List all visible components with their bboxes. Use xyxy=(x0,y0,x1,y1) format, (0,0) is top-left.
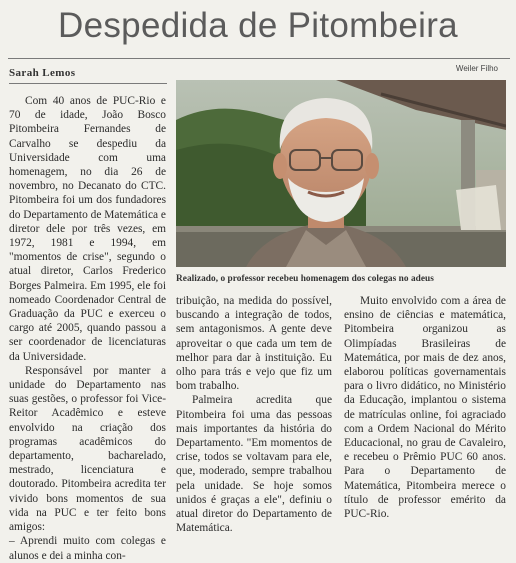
paragraph: Responsável por manter a unidade do Departamento nas suas gestões, o professor foi Vice-Reitor Acadêmico e esteve envolvido na criação dos programas acadêmicos do departamento, bacharelado, mestrado, licenciatura e doutorado. Pitombeira acredita ter vivido bons momentos de sua vida na PUC e ter feito bons amigos: xyxy=(9,364,166,534)
photo-caption: Realizado, o professor recebeu homenagem dos colegas no adeus xyxy=(176,274,434,284)
byline-rule xyxy=(9,83,167,84)
paragraph: Com 40 anos de PUC-Rio e 70 de idade, João Bosco Pitombeira Fernandes de Carvalho se despediu da Universidade com uma homenagem, no dia 26 de novembro, no Decanato do CTC. Pitombeira foi um dos fundadores do Departamento de Matemática e diretor dele por três vezes, em 1972, 1981 e 1994, em "momentos de crise", segundo o atual diretor, Carlos Frederico Borges Palmeira. Em 1995, ele foi nomeado Coordenador Central de Graduação da PUC e exerceu o cargo até 2005, quando passou a ser coordenador de licenciaturas da Universidade. xyxy=(9,95,167,363)
photo-credit: Weiler Filho xyxy=(455,64,498,73)
portrait-photo-image xyxy=(176,80,506,267)
paragraph: tribuição, na medida do possível, buscando a integração de todos, sem antagonismos. A gente deve aproveitar o que cada um tem de melhor para dar à instituição. Eu olho para trás e vejo que fiz um bom trabalho. xyxy=(176,295,332,393)
paragraph: – Aprendi muito com colegas e alunos e dei a minha con- xyxy=(9,535,166,562)
article-column-left xyxy=(9,94,166,563)
paragraph: Palmeira acredita que Pitombeira foi uma das pessoas mais importantes da história do Departamento. "Em momentos de crise, todos se voltavam para ele, que, moderado, sempre trabalhou pela unidade. Se hoje somos unidos é graças a ele", definiu o atual diretor do Departamento de Matemática. xyxy=(176,394,332,535)
headline-rule xyxy=(8,58,510,59)
paragraph: Muito envolvido com a área de ensino de ciências e matemática, Pitombeira organizou as Olimpíadas Brasileiras de Matemática, por mais de dez anos, elaborou políticas governamentais para o livro didático, no Ministério da Educação, implantou o sistema de matrículas online, foi agraciado com a Ordem Nacional do Mérito Educacional, no grau de Cavaleiro, e recebeu o Prêmio PUC 60 anos. Para o Departamento de Matemática, Pitombeira merece o título de professor emérito da PUC-Rio. xyxy=(344,295,506,521)
byline: Sarah Lemos xyxy=(9,67,76,79)
portrait-photo xyxy=(176,80,506,267)
article-column-right xyxy=(344,294,506,521)
article-column-middle xyxy=(176,294,332,535)
article-headline: Despedida de Pitombeira xyxy=(58,6,458,45)
